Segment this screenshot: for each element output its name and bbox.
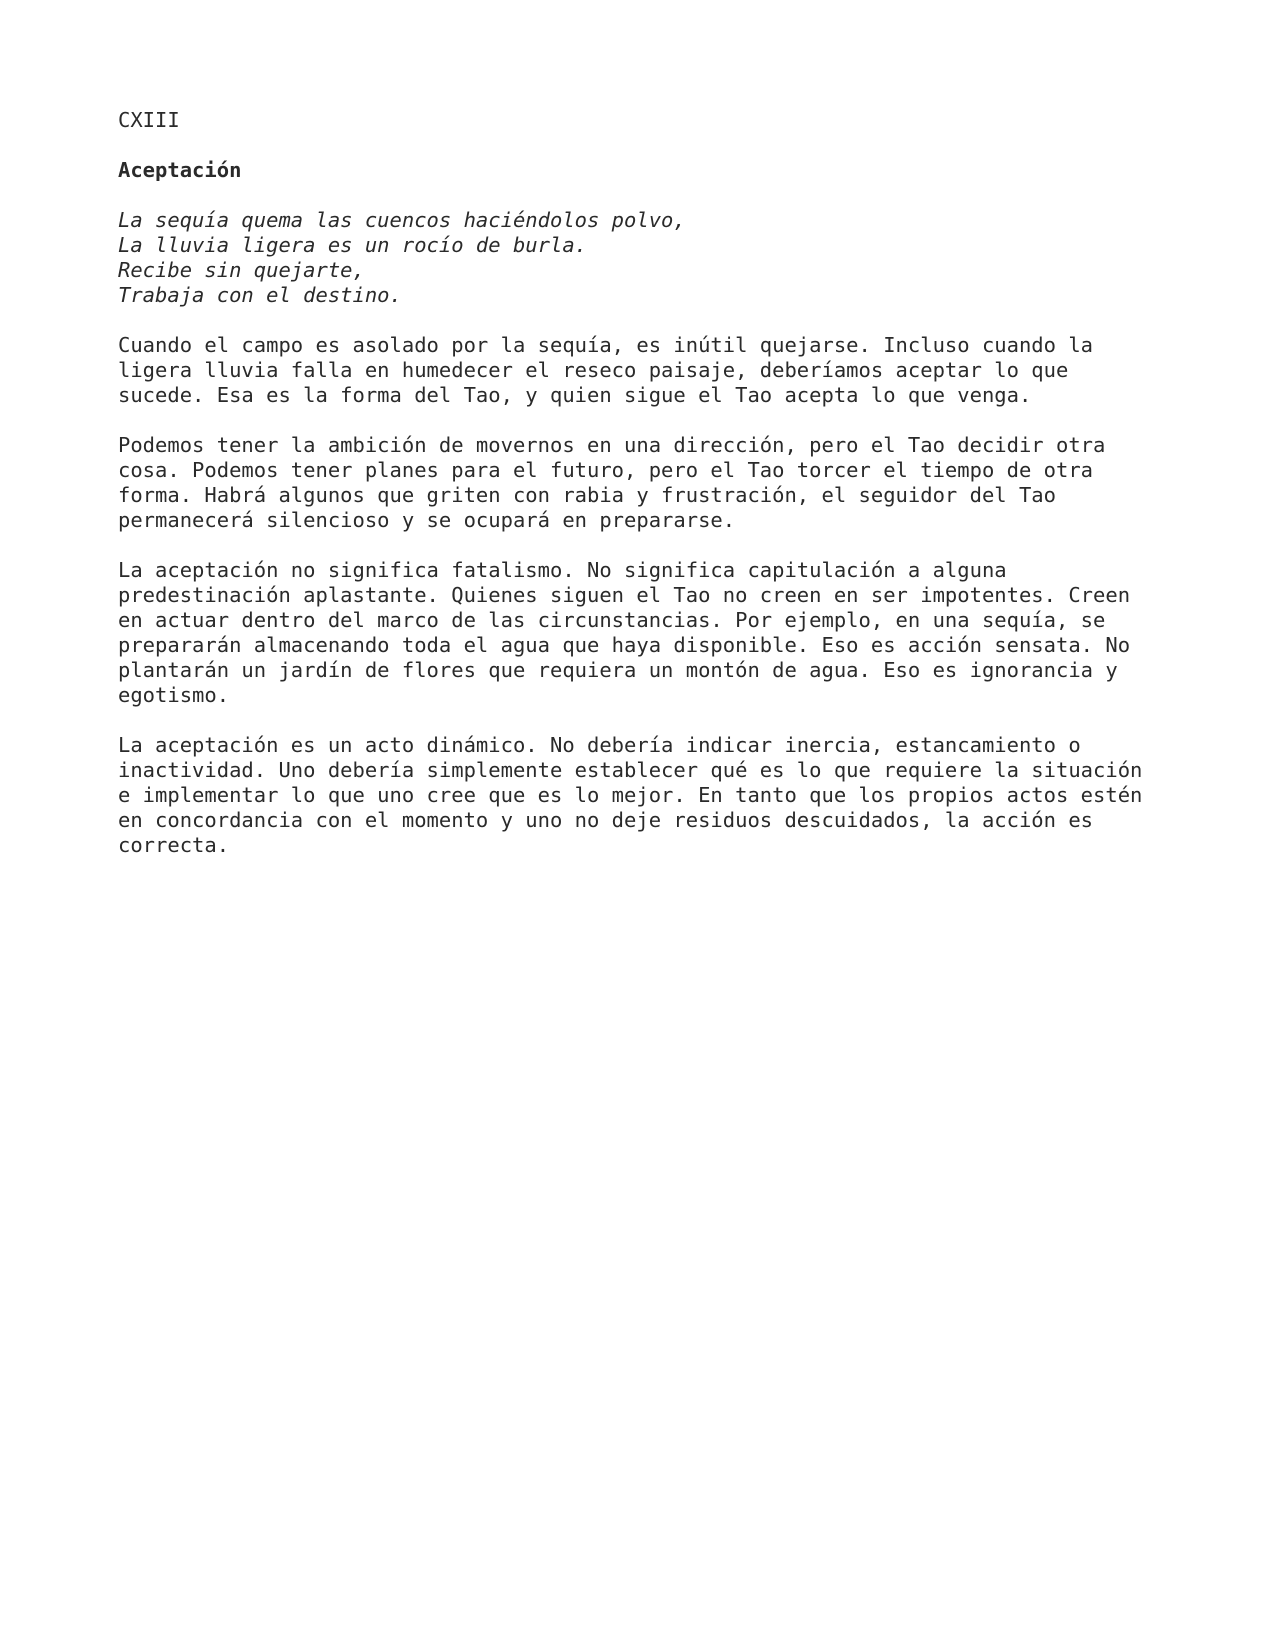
verse [118,208,1178,308]
paragraph-line: Cuando el campo es asolado por la sequía, es inútil quejarse. Incluso cuando la [118,333,1094,357]
paragraph-line: ligera lluvia falla en humedecer el reseco paisaje, deberíamos aceptar lo que [118,358,1069,382]
paragraph-line: e implementar lo que uno cree que es lo mejor. En tanto que los propios actos estén [118,783,1143,807]
verse-line: Recibe sin quejarte, [118,258,365,282]
paragraph-line: predestinación aplastante. Quienes siguen el Tao no creen en ser impotentes. Creen [118,583,1131,607]
paragraph-line: La aceptación no significa fatalismo. No significa capitulación a alguna [118,558,1007,582]
paragraph-2 [118,433,1178,533]
chapter-number-block [118,108,1178,133]
paragraph-4 [118,733,1178,858]
verse-line: La sequía quema las cuencos haciéndolos polvo, [118,208,686,232]
paragraph-line: Podemos tener la ambición de movernos en una dirección, pero el Tao decidir otra [118,433,1106,457]
paragraph-line: sucede. Esa es la forma del Tao, y quien sigue el Tao acepta lo que venga. [118,383,1032,407]
paragraph-3 [118,558,1178,708]
paragraph-line: plantarán un jardín de flores que requiera un montón de agua. Eso es ignorancia y [118,658,1118,682]
chapter-number: CXIII [118,108,180,132]
paragraph-line: La aceptación es un acto dinámico. No debería indicar inercia, estancamiento o [118,733,1081,757]
document-page [118,108,1178,883]
paragraph-line: cosa. Podemos tener planes para el futuro, pero el Tao torcer el tiempo de otra [118,458,1094,482]
paragraph-line: inactividad. Uno debería simplemente establecer qué es lo que requiere la situación [118,758,1143,782]
verse-line: La lluvia ligera es un rocío de burla. [118,233,587,257]
paragraph-line: prepararán almacenando toda el agua que haya disponible. Eso es acción sensata. No [118,633,1131,657]
verse-line: Trabaja con el destino. [118,283,402,307]
chapter-title: Aceptación [118,158,242,182]
paragraph-1 [118,333,1178,408]
paragraph-line: correcta. [118,833,230,857]
paragraph-line: permanecerá silencioso y se ocupará en prepararse. [118,508,736,532]
paragraph-line: egotismo. [118,683,230,707]
paragraph-line: en actuar dentro del marco de las circunstancias. Por ejemplo, en una sequía, se [118,608,1106,632]
chapter-title-block [118,158,1178,183]
paragraph-line: en concordancia con el momento y uno no deje residuos descuidados, la acción es [118,808,1094,832]
paragraph-line: forma. Habrá algunos que griten con rabia y frustración, el seguidor del Tao [118,483,1056,507]
